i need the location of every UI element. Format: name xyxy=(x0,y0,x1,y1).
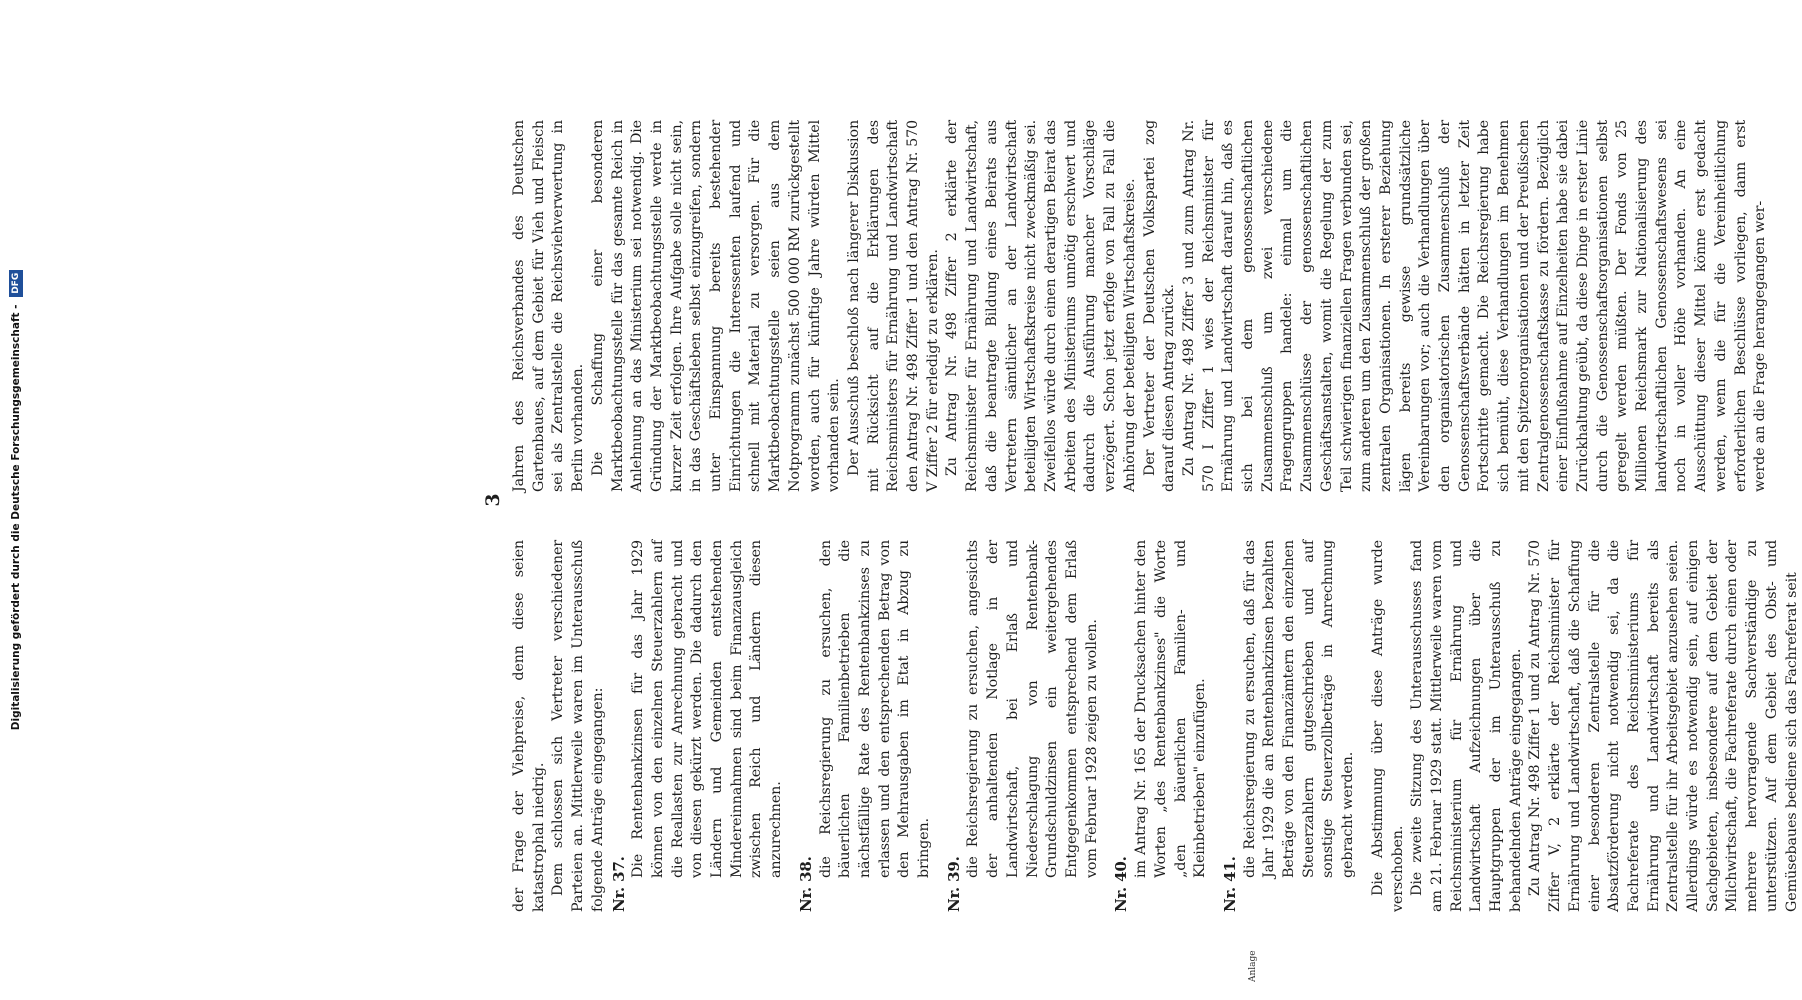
motion-text xyxy=(1241,540,1359,912)
funding-notice-text: Digitalisierung gefördert durch die Deutsche Forschungsgemeinschaft - xyxy=(10,304,22,731)
motion-paragraph: Die Rentenbankzinsen für das Jahr 1929 können von den einzelnen Steuerzahlern auf die Reallasten zur Anrechnung gebracht und von diesen gekürzt werden. Die dadurch den Ländern und Gemeinden entstehenden Mindereinnahmen sind beim Finanzausgleich zwischen Reich und Ländern diesen anzurechnen. xyxy=(630,540,785,878)
paragraph: Der Ausschuß beschloß nach längerer Diskussion mit Rücksicht auf die Erklärungen des Reichsministers für Ernährung und Landwirtschaft den Antrag Nr. 498 Ziffer 1 und den Antrag Nr. 570 V Ziffer 2 für erledigt zu erklären. xyxy=(845,120,941,492)
motion-text xyxy=(629,540,787,912)
paragraph: Jahren des Reichsverbandes des Deutschen Gartenbaues, auf dem Gebiet für Vieh und Fleisch sei als Zentralstelle die Reichsviehverwertung in Berlin vorhanden. xyxy=(511,120,587,492)
paragraph: Der Vertreter der Deutschen Volkspartei zog darauf diesen Antrag zurück. xyxy=(1141,120,1178,492)
motion-text xyxy=(817,540,935,912)
motion-number: Nr. 39. xyxy=(944,856,963,912)
paragraph: Die Abstimmung über diese Anträge wurde verschoben. xyxy=(1369,540,1406,912)
motion-number: Nr. 40. xyxy=(1112,856,1131,912)
motion-number: Nr. 41. xyxy=(1220,856,1239,912)
funding-notice xyxy=(6,0,26,1000)
motion-paragraph: die Reichsregierung zu ersuchen, den bäuerlichen Familienbetrieben die nächstfällige Rate des Rentenbankzinses zu erlassen und den entsprechenden Betrag von den Mehrausgaben im Etat in Abzug zu bringen. xyxy=(817,540,933,878)
paragraph: der Frage der Viehpreise, denn diese seien katastrophal niedrig. xyxy=(511,540,547,912)
motion-text xyxy=(1132,540,1211,912)
page-number: 3 xyxy=(482,493,504,507)
paragraph: Dem schlossen sich Vertreter verschiedener Parteien an. Mittlerweile waren im Unterausschuß folgende Anträge eingegangen: xyxy=(550,540,606,912)
margin-note: Anlage xyxy=(1248,950,1258,982)
motion-number: Nr. 38. xyxy=(796,856,815,912)
left-text-column xyxy=(510,540,1800,912)
motion-text xyxy=(964,540,1102,912)
motion-paragraph: die Reichsregierung zu ersuchen, angesichts der anhaltenden Notlage in der Landwirtschaft, bei Erlaß und Niederschlagung von Rentenbank-Grundschuldzinsen ein weitergehendes Entgegenkommen entsprechend dem Erlaß vom Februar 1928 zeigen zu wollen. xyxy=(965,540,1100,878)
paragraph: Zu Antrag Nr. 498 Ziffer 1 und zu Antrag Nr. 570 Ziffer V, 2 erklärte der Reichsminister für Ernährung und Landwirtschaft, daß die Schaffung einer besonderen Zentralstelle für die Absatzförderung nicht notwendig sei, da die Fachreferate des Reichsministeriums für Ernährung und Landwirtschaft bereits als Zentralstelle für ihr Arbeitsgebiet anzusehen seien. Allerdings würde es notwendig sein, auf einigen Sachgebieten, insbesondere auf dem Gebiet der Milchwirtschaft, die Fachreferate durch einen oder mehrere hervorragende Sachverständige zu unterstützen. Auf dem Gebiet des Obst- und Gemüsebaues bediene sich das Fachreferat seit xyxy=(1527,540,1800,912)
motion-number: Nr. 37. xyxy=(609,856,628,912)
motion-paragraph: im Antrag Nr. 165 der Drucksachen hinter den Worten „des Rentenbankzinses" die Worte „den bäuerlichen Familien- und Kleinbetrieben" einzufügen. xyxy=(1133,540,1209,878)
paragraph: Die zweite Sitzung des Unterausschusses fand am 21. Februar 1929 statt. Mittlerweile waren vom Reichsministerium für Ernährung und Landwirtschaft Aufzeichnungen über die Hauptgruppen der im Unterausschuß zu behandelnden Anträge eingegangen. xyxy=(1409,540,1524,912)
right-text-column xyxy=(510,120,1769,492)
paragraph: Zu Antrag Nr. 498 Ziffer 3 und zum Antrag Nr. 570 I Ziffer 1 wies der Reichsminister für Ernährung und Landwirtschaft darauf hin, daß es sich bei dem genossenschaftlichen Zusammenschluß um zwei verschiedene Fragengruppen handele: einmal um die Zusammenschlüsse der genossenschaftlichen Geschäftsanstalten, womit die Regelung der zum Teil schwierigen finanziellen Fragen verbunden sei, zum anderen um den Zusammenschluß der großen zentralen Organisationen. In ersterer Beziehung lägen bereits gewisse grundsätzliche Vereinbarungen vor; auch die Verhandlungen über den organisatorischen Zusammenschluß der Genossenschaftsverbände hätten in letzter Zeit Fortschritte gemacht. Die Reichsregierung habe sich bemüht, diese Verhandlungen im Benehmen mit den Spitzenorganisationen und der Preußischen Zentralgenossenschaftskasse zu fördern. Bezüglich einer Einflußnahme auf Einzelheiten habe sie dabei Zurückhaltung geübt, da diese Dinge in erster Linie durch die Genossenschaftsorganisationen selbst geregelt werden müßten. Der Fonds von 25 Millionen Reichsmark zur Nationalisierung des landwirtschaftlichen Genossenschaftswesens sei noch in voller Höhe vorhanden. An eine Ausschüttung dieser Mittel könne erst gedacht werden, wenn die für die Vereinheitlichung erforderlichen Beschlüsse vorliegen, dann erst werde an die Frage herangegangen wer- xyxy=(1180,120,1769,492)
paragraph: Zu Antrag Nr. 498 Ziffer 2 erklärte der Reichsminister für Ernährung und Landwirtschaft, daß die beantragte Bildung eines Beirats aus Vertretern sämtlicher an der Landwirtschaft beteiligten Wirtschaftskreise nicht zweckmäßig sei. Zweifellos würde durch einen derartigen Beirat das Arbeiten des Ministeriums unnötig erschwert und dadurch die Ausführung mancher Vorschläge verzögert. Schon jetzt erfolge von Fall zu Fall die Anhörung der beteiligten Wirtschaftskreise. xyxy=(944,120,1138,492)
dfg-logo: DFG xyxy=(9,270,23,297)
paragraph: Die Schaffung einer besonderen Marktbeobachtungsstelle für das gesamte Reich in Anlehnung an das Ministerium sei notwendig. Die Gründung der Marktbeobachtungsstelle werde in kurzer Zeit erfolgen. Ihre Aufgabe solle nicht sein, in das Geschäftsleben selbst einzugreifen, sondern unter Einspannung bereits bestehender Einrichtungen die Interessenten laufend und schnell mit Material zu versorgen. Für die Marktbeobachtungsstelle seien aus dem Notprogramm zunächst 500 000 RM zurückgestellt worden, auch für künftige Jahre würden Mittel vorhanden sein. xyxy=(589,120,843,492)
motion-paragraph: die Reichsregierung zu ersuchen, daß für das Jahr 1929 die an Rentenbankzinsen bezahlten Beträge von den Finanzämtern den einzelnen Steuerzahlern gutgeschrieben und auf sonstige Steuerzollbeträge in Anrechnung gebracht werden. xyxy=(1241,540,1357,878)
